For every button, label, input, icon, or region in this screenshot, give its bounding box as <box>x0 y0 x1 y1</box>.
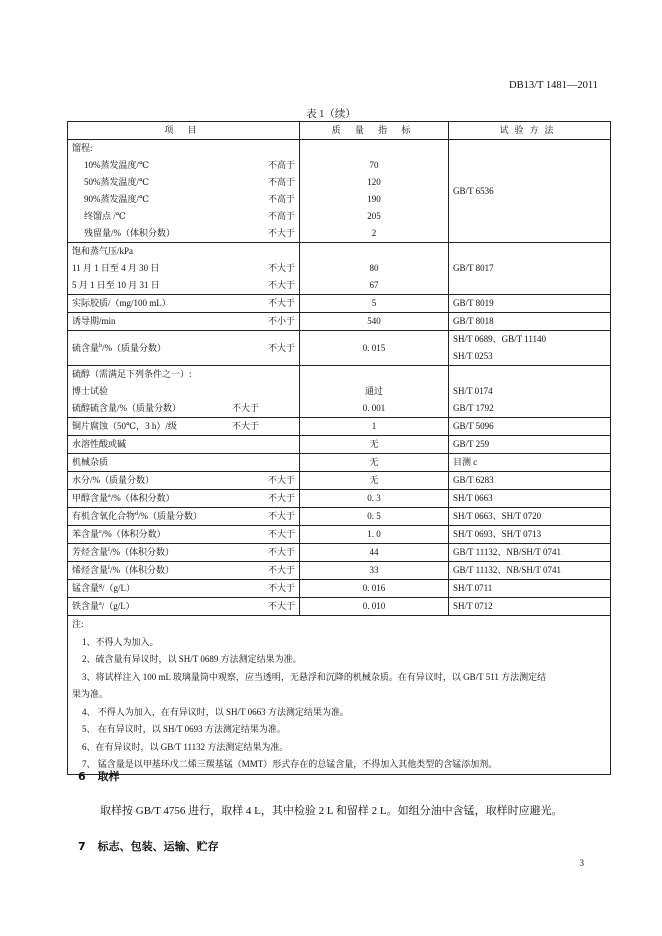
vapor-values-cell: 80 67 <box>300 243 449 295</box>
list-item: 10%蒸发温度/℃ 不高于 <box>84 160 295 170</box>
list-item: 90%蒸发温度/℃ 不高于 <box>84 194 295 204</box>
table-row: 硫含量$^b$/%（质量分数） 不大于 0. 015 SH/T 0689、GB/T 11140 SH/T 0253 <box>68 331 611 366</box>
table-row: 有机含氧化合物$^d$/%（质量分数） 不大于 0. 5 SH/T 0663、SH/T 0720 <box>68 508 611 526</box>
table-row: 水溶性酸或碱 无 GB/T 259 <box>68 436 611 454</box>
distillation-method-cell: GB/T 6536 <box>449 140 611 243</box>
list-item: 5 月 1 日至 10 月 31 日 不大于 <box>72 280 295 290</box>
table-row: 诱导期/min 不小于 540 GB/T 8018 <box>68 313 611 331</box>
table-row <box>68 243 611 295</box>
table-title: 表 1（续） <box>306 109 356 120</box>
list-item: 50%蒸发温度/℃ 不高于 <box>84 177 295 187</box>
list-item: 硫醇硫含量/%（质量分数） 不大于 <box>72 403 259 413</box>
list-item: 博士试验 <box>72 386 109 396</box>
page-number: 3 <box>579 858 584 868</box>
table-row: 芳烃含量$^f$/%（体积分数） 不大于 44 GB/T 11132、NB/SH/T 0741 <box>68 544 611 562</box>
list-item: 终馏点 /℃ 不高于 <box>84 211 295 221</box>
table-row: 甲醇含量$^a$/%（体积分数） 不大于 0. 3 SH/T 0663 <box>68 490 611 508</box>
table-notes: 注: 1、不得人为加入。 2、硫含量有异议时，以 SH/T 0689 方法测定结果为准。 3、将试样注入 100 mL 玻璃量筒中观察，应当透明，无悬浮和沉降的机械杂质。在有异议时，以 GB/T 511 方法测定结 果为准。 4、 不得人为加入，在有异议时，以 SH/T 0663 方法测定结果为准。 5、 在有异议时，以 SH/T 0693 方法测定结果为准。 6、在有异议时，以 GB/T 11132 方法测定结果为准。 7、 锰含量是以甲基环戊二烯三羰基锰（MMT）形式存在的总锰含量，不得加入其他类型的含锰添加剂。 <box>68 616 611 775</box>
header-method: 试验方法 <box>449 122 611 140</box>
notes-row <box>68 616 611 775</box>
table-row <box>68 140 611 243</box>
vapor-item-cell: 饱和蒸气压/kPa 11 月 1 日至 4 月 30 日 不大于 5 月 1 日至 10 月 31 日 不大于 <box>68 243 300 295</box>
table-row: 锰含量$^g$/（g/L） 不大于 0. 016 SH/T 0711 <box>68 580 611 598</box>
specification-table <box>67 121 611 775</box>
table-row: 硫醇（需满足下列条件之一）: 博士试验 硫醇硫含量/%（质量分数） 不大于 通过 0. 001 SH/T 0174 GB/T 1792 <box>68 366 611 418</box>
document-code: DB13/T 1481—2011 <box>509 80 598 91</box>
list-item: 残留量/%（体积分数） 不大于 <box>84 228 295 238</box>
table-row: 机械杂质 无 目测 c <box>68 454 611 472</box>
table-row: 铜片腐蚀（50℃，3 h）/级 不大于 1 GB/T 5096 <box>68 418 611 436</box>
vapor-method-cell: GB/T 8017 <box>449 243 611 295</box>
distillation-label: 馏程: <box>72 143 93 153</box>
section-6-heading: 6 取样 <box>78 770 120 783</box>
header-item: 项 目 <box>68 122 300 140</box>
section-6-body: 取样按 GB/T 4756 进行，取样 4 L，其中检验 2 L 和留样 2 L。如组分油中含锰，取样时应避光。 <box>100 805 563 817</box>
table-row: 苯含量$^e$/%（体积分数） 不大于 1. 0 SH/T 0693、SH/T 0713 <box>68 526 611 544</box>
section-7-heading: 7 标志、包装、运输、贮存 <box>78 840 219 853</box>
header-quality: 质 量 指 标 <box>300 122 449 140</box>
table-row: 水分/%（质量分数） 不大于 无 GB/T 6283 <box>68 472 611 490</box>
distillation-item-cell <box>68 140 300 243</box>
table-row: 实际胶质/（mg/100 mL） 不大于 5 GB/T 8019 <box>68 295 611 313</box>
distillation-values-cell: 70 120 190 205 2 <box>300 140 449 243</box>
table-row: 铁含量$^a$/（g/L） 不大于 0. 010 SH/T 0712 <box>68 598 611 616</box>
list-item: 11 月 1 日至 4 月 30 日 不大于 <box>72 263 295 273</box>
table-header-row <box>68 122 611 140</box>
table-row: 烯烃含量$^f$/%（体积分数） 不大于 33 GB/T 11132、NB/SH/T 0741 <box>68 562 611 580</box>
